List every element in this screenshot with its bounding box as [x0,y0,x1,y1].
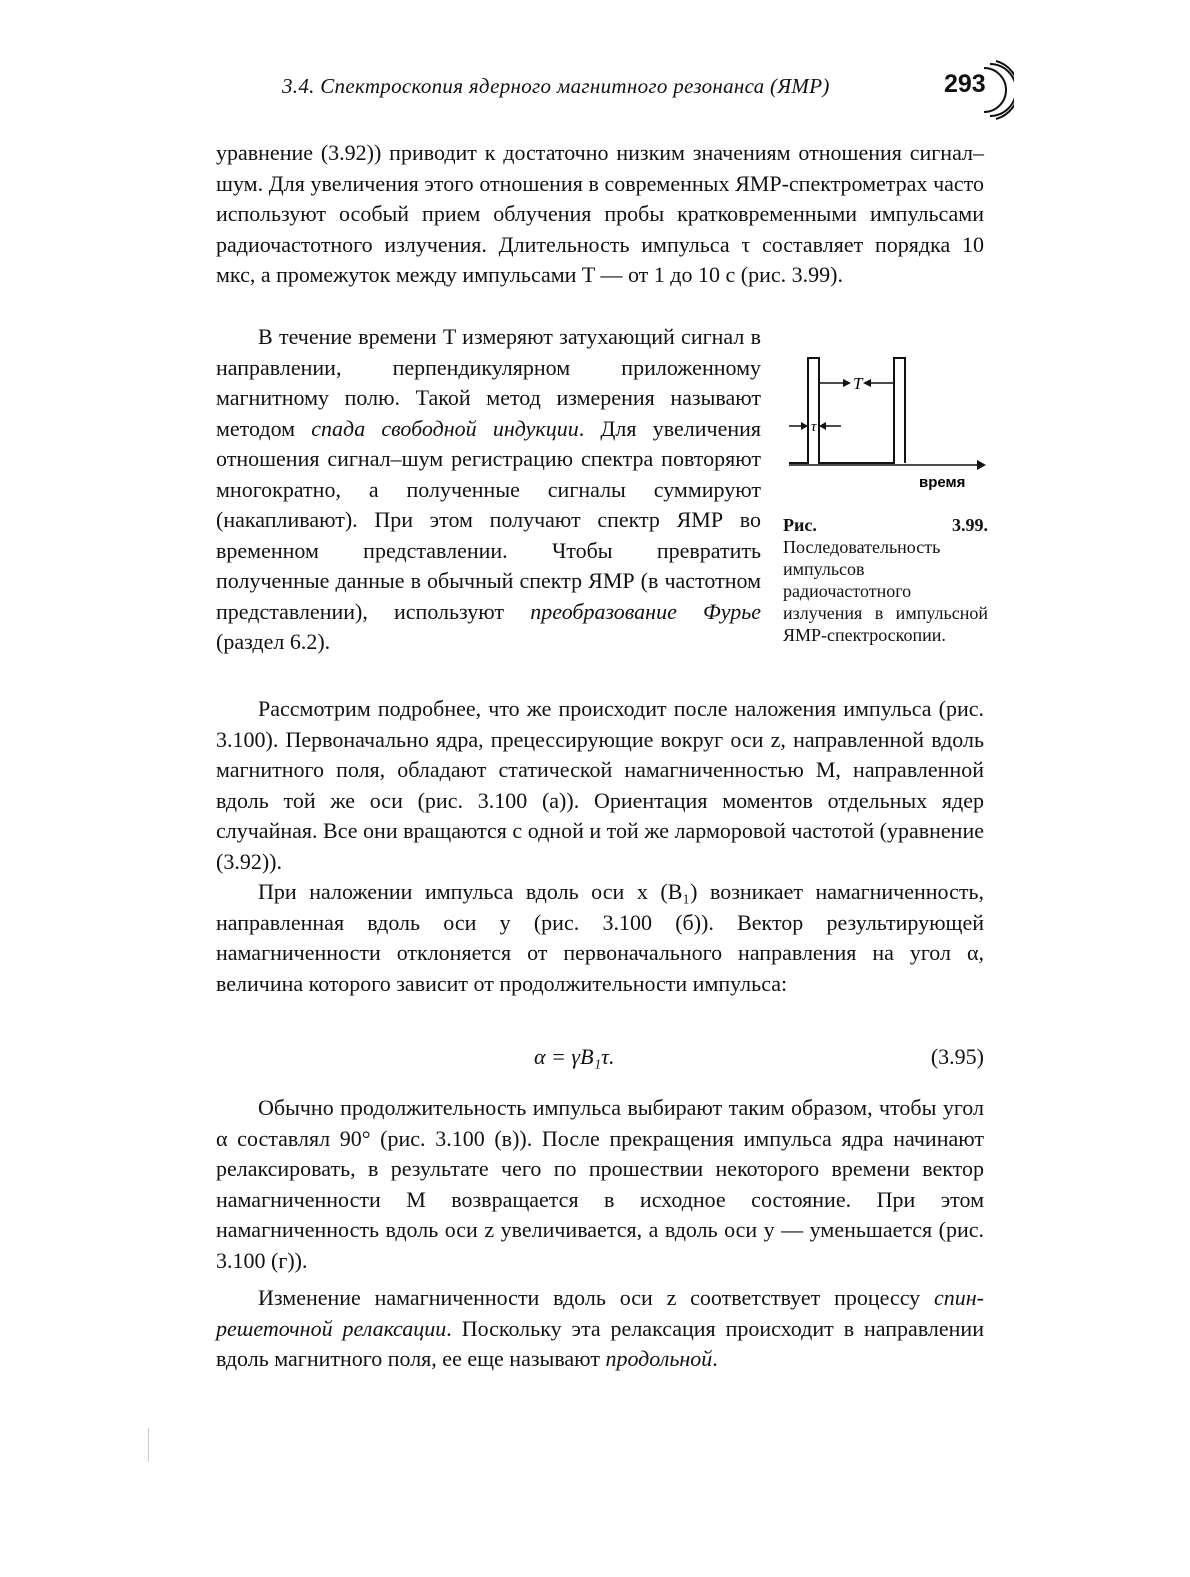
paragraph-2-text-c: (раздел 6.2). [216,629,331,654]
page-number-arcs-icon [980,60,1014,120]
paragraph-4: При наложении импульса вдоль оси x (B₁) возникает намагниченность, направленная вдоль оси y (рис. 3.100 (б)). Вектор результирующей намагниченности отклоняется от первоначального направления на угол α, величина которого зависит от продолжительности импульса: [216,879,984,996]
term-fid: спада свободной индукции [311,415,579,441]
paragraph-2 [216,322,761,658]
paragraph-6-text-a: Изменение намагниченности вдоль оси z соответствует процессу [258,1285,934,1310]
paragraph-6 [216,1283,984,1375]
paragraph-2-text-a: В течение времени T измеряют затухающий сигнал в направлении, перпендикулярном приложенному магнитному полю. Такой метод измерения называют методом [216,324,761,441]
label-tau: τ [811,419,817,435]
equation-3-95 [216,1044,984,1076]
pulse-sequence-figure [783,353,988,493]
paragraph-5: Обычно продолжительность импульса выбирают таким образом, чтобы угол α составлял 90° (рис. 3.100 (в)). После прекращения импульса ядра начинают релаксировать, в результате чего по прошествии некоторого времени вектор намагниченности M возвращается в исходное состояние. При этом намагниченность вдоль оси z увеличивается, а вдоль оси y — уменьшается (рис. 3.100 (г)). [216,1095,984,1273]
caption-text: Последовательность импульсов радиочастотного излучения в импульсной ЯМР-спектроскопии. [783,537,988,645]
pulse-1 [789,358,905,463]
running-title: 3.4. Спектроскопия ядерного магнитного резонанса (ЯМР) [282,74,830,98]
paragraph-2-text-b: . Для увеличения отношения сигнал–шум регистрацию спектра повторяют многократно, а полученные сигналы суммируют (накапливают). При этом получают спектр ЯМР во временном представлении. Чтобы превратить полученные данные в обычный спектр ЯМР (в частотном представлении), используют [216,415,762,624]
label-T: T [853,374,863,393]
term-spin-lattice: спин-решеточной релаксации [216,1285,984,1341]
page-number: 293 [944,70,986,98]
equation-number: (3.95) [930,1044,984,1069]
paragraph-6-text-b: . Поскольку эта релаксация происходит в направлении вдоль магнитного поля, ее еще называют [216,1315,984,1371]
paragraph-1: уравнение (3.92)) приводит к достаточно низким значениям отношения сигнал–шум. Для увеличения этого отношения в современных ЯМР-спектрометрах часто используют особый прием облучения пробы кратковременными импульсами радиочастотного излучения. Длительность импульса τ составляет порядка 10 мкс, а промежуток между импульсами T — от 1 до 10 с (рис. 3.99). [216,140,984,287]
caption-label: Рис. 3.99. [783,515,988,535]
paragraph-3: Рассмотрим подробнее, что же происходит после наложения импульса (рис. 3.100). Первоначально ядра, прецессирующие вокруг оси z, направленной вдоль магнитного поля, обладают статической намагниченностью M, направленной вдоль той же оси (рис. 3.100 (а)). Ориентация моментов отдельных ядер случайная. Все они вращаются с одной и той же ларморовой частотой (уравнение (3.92)). [216,696,984,874]
time-axis-label: время [919,474,966,491]
scan-mark [148,1428,149,1462]
figure-caption [783,514,988,646]
term-fourier: преобразование Фурье [530,598,761,624]
term-longitudinal: продольной [605,1346,713,1371]
equation-body: α = γB₁τ. [534,1044,615,1069]
paragraph-6-text-c: . [712,1346,718,1371]
page-header [282,70,1022,110]
